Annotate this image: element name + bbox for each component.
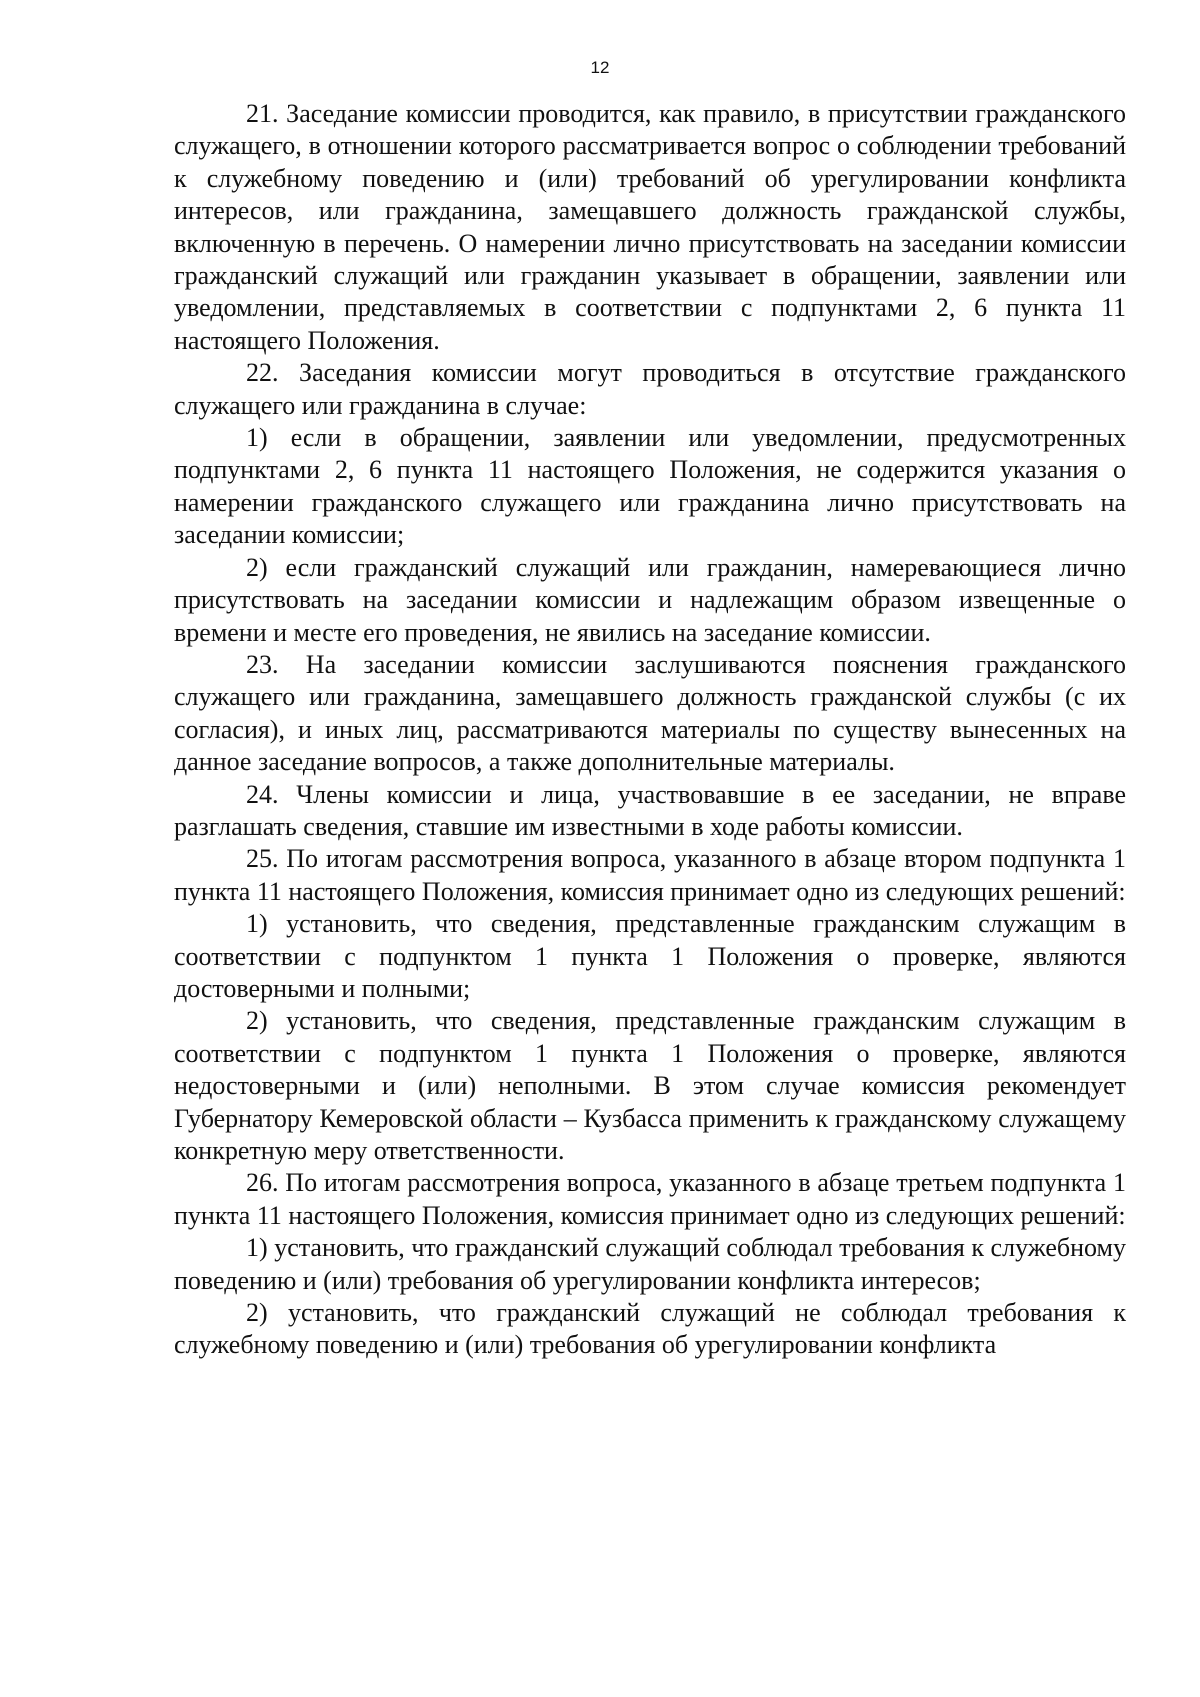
paragraph-21: 21. Заседание комиссии проводится, как правило, в присутствии гражданского служащего, в отношении которого рассматривается вопрос о соблюдении требований к служебному поведению и (или) требований об урегулировании конфликта интересов, или гражданина, замещавшего должность гражданской службы, включенную в перечень. О намерении лично присутствовать на заседании комиссии гражданский служащий или гражданин указывает в обращении, заявлении или уведомлении, представляемых в соответствии с подпунктами 2, 6 пункта 11 настоящего Положения. <box>174 99 1126 355</box>
document-body <box>174 98 1126 1362</box>
paragraph-25-item-1: 1) установить, что сведения, представленные гражданским служащим в соответствии с подпунктом 1 пункта 1 Положения о проверке, являются достоверными и полными; <box>174 909 1126 1003</box>
paragraph-23: 23. На заседании комиссии заслушиваются пояснения гражданского служащего или гражданина, замещавшего должность гражданской службы (с их согласия), и иных лиц, рассматриваются материалы по существу вынесенных на данное заседание вопросов, а также дополнительные материалы. <box>174 649 1126 777</box>
paragraph-26: 26. По итогам рассмотрения вопроса, указанного в абзаце третьем подпункта 1 пункта 11 настоящего Положения, комиссия принимает одно из следующих решений: <box>174 1168 1126 1230</box>
paragraph-22: 22. Заседания комиссии могут проводиться в отсутствие гражданского служащего или гражданина в случае: <box>174 358 1126 420</box>
paragraph-25: 25. По итогам рассмотрения вопроса, указанного в абзаце втором подпункта 1 пункта 11 настоящего Положения, комиссия принимает одно из следующих решений: <box>174 844 1126 906</box>
paragraph-25-item-2: 2) установить, что сведения, представленные гражданским служащим в соответствии с подпунктом 1 пункта 1 Положения о проверке, являются недостоверными и (или) неполными. В этом случае комиссия рекомендует Губернатору Кемеровской области – Кузбасса применить к гражданскому служащему конкретную меру ответственности. <box>174 1006 1126 1165</box>
paragraph-26-item-2: 2) установить, что гражданский служащий не соблюдал требования к служебному поведению и (или) требования об урегулировании конфликта <box>174 1298 1126 1360</box>
paragraph-22-item-2: 2) если гражданский служащий или гражданин, намеревающиеся лично присутствовать на заседании комиссии и надлежащим образом извещенные о времени и месте его проведения, не явились на заседание комиссии. <box>174 552 1126 647</box>
paragraph-26-item-1: 1) установить, что гражданский служащий соблюдал требования к служебному поведению и (или) требования об урегулировании конфликта интересов; <box>174 1233 1126 1295</box>
paragraph-22-item-1: 1) если в обращении, заявлении или уведомлении, предусмотренных подпунктами 2, 6 пункта 11 настоящего Положения, не содержится указания о намерении гражданского служащего или гражданина лично присутствовать на заседании комиссии; <box>174 423 1126 550</box>
paragraph-24: 24. Члены комиссии и лица, участвовавшие в ее заседании, не вправе разглашать сведения, ставшие им известными в ходе работы комиссии. <box>174 779 1126 841</box>
page-number: 12 <box>590 58 610 77</box>
